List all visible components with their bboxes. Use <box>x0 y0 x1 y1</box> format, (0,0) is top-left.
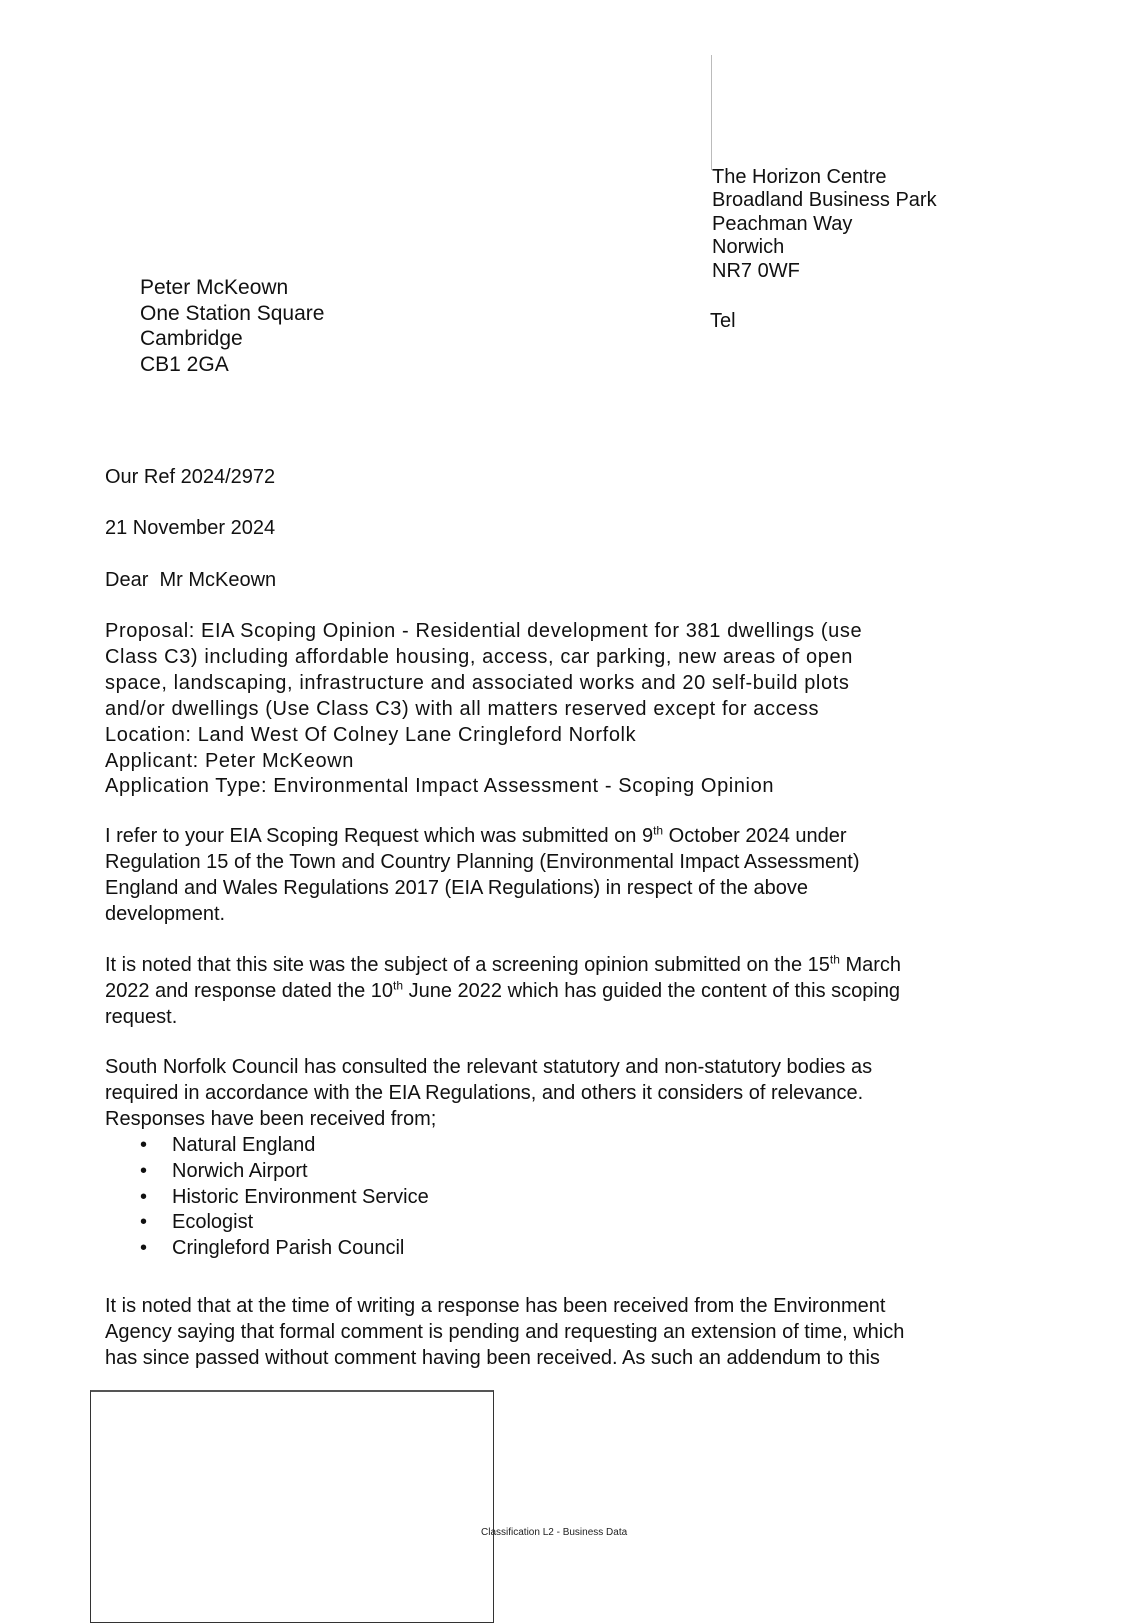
ordinal-suffix: th <box>653 823 664 838</box>
text-segment: development. <box>105 902 226 925</box>
proposal-line: Class C3) including affordable housing, access, car parking, new areas of open <box>105 645 853 668</box>
consultee-name: Historic Environment Service <box>172 1185 429 1208</box>
text-segment: June 2022 which has guided the content of this scoping <box>403 979 901 1002</box>
text-segment: Regulation 15 of the Town and Country Planning (Environmental Impact Assessment) <box>105 850 860 873</box>
address-line: Norwich <box>712 236 785 259</box>
proposal-line: Applicant: Peter McKeown <box>105 749 354 772</box>
address-line: The Horizon Centre <box>712 166 887 188</box>
paragraph-scoping-request <box>105 824 860 928</box>
text-line <box>105 824 860 850</box>
salutation: Dear Mr McKeown <box>105 569 277 591</box>
bullet-icon: • <box>140 1211 148 1234</box>
list-item <box>105 1210 872 1236</box>
tel-label: Tel <box>710 310 736 332</box>
text-segment: It is noted that at the time of writing a response has been received from the Environment <box>105 1295 886 1317</box>
paragraph-environment-agency <box>105 1294 904 1372</box>
text-line <box>105 1320 904 1346</box>
text-line <box>105 902 860 928</box>
address-line: Peachman Way <box>712 212 853 235</box>
footer-classification: Classification L2 - Business Data <box>481 1527 628 1538</box>
text-line <box>105 1294 904 1320</box>
list-item <box>105 1185 872 1211</box>
text-line <box>105 1005 901 1031</box>
address-line: Broadland Business Park <box>712 189 937 212</box>
ordinal-suffix: th <box>393 978 404 993</box>
sender-address <box>712 166 937 283</box>
proposal-line: and/or dwellings (Use Class C3) with all matters reserved except for access <box>105 697 820 720</box>
text-segment: March <box>839 954 902 976</box>
list-item <box>105 1236 872 1262</box>
text-line <box>105 876 860 902</box>
bullet-icon: • <box>140 1159 148 1182</box>
proposal-line: Proposal: EIA Scoping Opinion - Residential development for 381 dwellings (use <box>105 620 863 642</box>
proposal-line: Application Type: Environmental Impact Assessment - Scoping Opinion <box>105 775 775 798</box>
consultee-name: Ecologist <box>172 1211 254 1234</box>
recipient-address <box>140 275 324 378</box>
bullet-icon: • <box>140 1237 148 1260</box>
paragraph-consultation <box>105 1055 872 1262</box>
text-segment: request. <box>105 1005 178 1028</box>
consultee-name: Norwich Airport <box>172 1159 308 1182</box>
letter-date: 21 November 2024 <box>105 517 276 539</box>
text-line <box>105 979 901 1005</box>
address-line: NR7 0WF <box>712 259 800 282</box>
text-line <box>105 953 901 979</box>
list-item <box>105 1159 872 1185</box>
paragraph-screening-opinion <box>105 953 901 1031</box>
text-segment: South Norfolk Council has consulted the relevant statutory and non-statutory bodies as <box>105 1056 873 1078</box>
consultee-name: Natural England <box>172 1133 316 1156</box>
consultee-name: Cringleford Parish Council <box>172 1237 405 1260</box>
text-segment: England and Wales Regulations 2017 (EIA Regulations) in respect of the above <box>105 876 809 899</box>
text-segment: It is noted that this site was the subject of a screening opinion submitted on the 15 <box>105 954 830 976</box>
address-line: CB1 2GA <box>140 353 229 377</box>
proposal-line: space, landscaping, infrastructure and associated works and 20 self-build plots <box>105 671 850 694</box>
bullet-icon: • <box>140 1133 148 1156</box>
proposal-block <box>105 619 862 800</box>
text-line <box>105 1346 904 1372</box>
ordinal-suffix: th <box>829 952 840 967</box>
footer-image-placeholder <box>90 1390 494 1623</box>
text-line <box>105 1055 872 1081</box>
proposal-line: Location: Land West Of Colney Lane Cringleford Norfolk <box>105 723 637 746</box>
address-line: Cambridge <box>140 327 243 351</box>
text-segment: Responses have been received from; <box>105 1107 437 1130</box>
our-reference: Our Ref 2024/2972 <box>105 466 276 488</box>
header-image-placeholder <box>711 55 712 170</box>
bullet-icon: • <box>140 1185 148 1208</box>
address-line: One Station Square <box>140 301 325 325</box>
text-line <box>105 850 860 876</box>
consultation-text <box>105 1055 872 1133</box>
consultee-list <box>105 1133 872 1263</box>
text-segment: October 2024 under <box>663 825 847 847</box>
text-segment: I refer to your EIA Scoping Request which was submitted on 9 <box>105 825 654 847</box>
address-line: Peter McKeown <box>140 276 289 299</box>
text-line <box>105 1081 872 1107</box>
text-segment: Agency saying that formal comment is pending and requesting an extension of time, which <box>105 1320 905 1343</box>
text-segment: has since passed without comment having been received. As such an addendum to this <box>105 1346 880 1369</box>
text-line <box>105 1107 872 1133</box>
text-segment: required in accordance with the EIA Regulations, and others it considers of relevance. <box>105 1081 864 1104</box>
text-segment: 2022 and response dated the 10 <box>105 979 394 1002</box>
list-item <box>105 1133 872 1159</box>
